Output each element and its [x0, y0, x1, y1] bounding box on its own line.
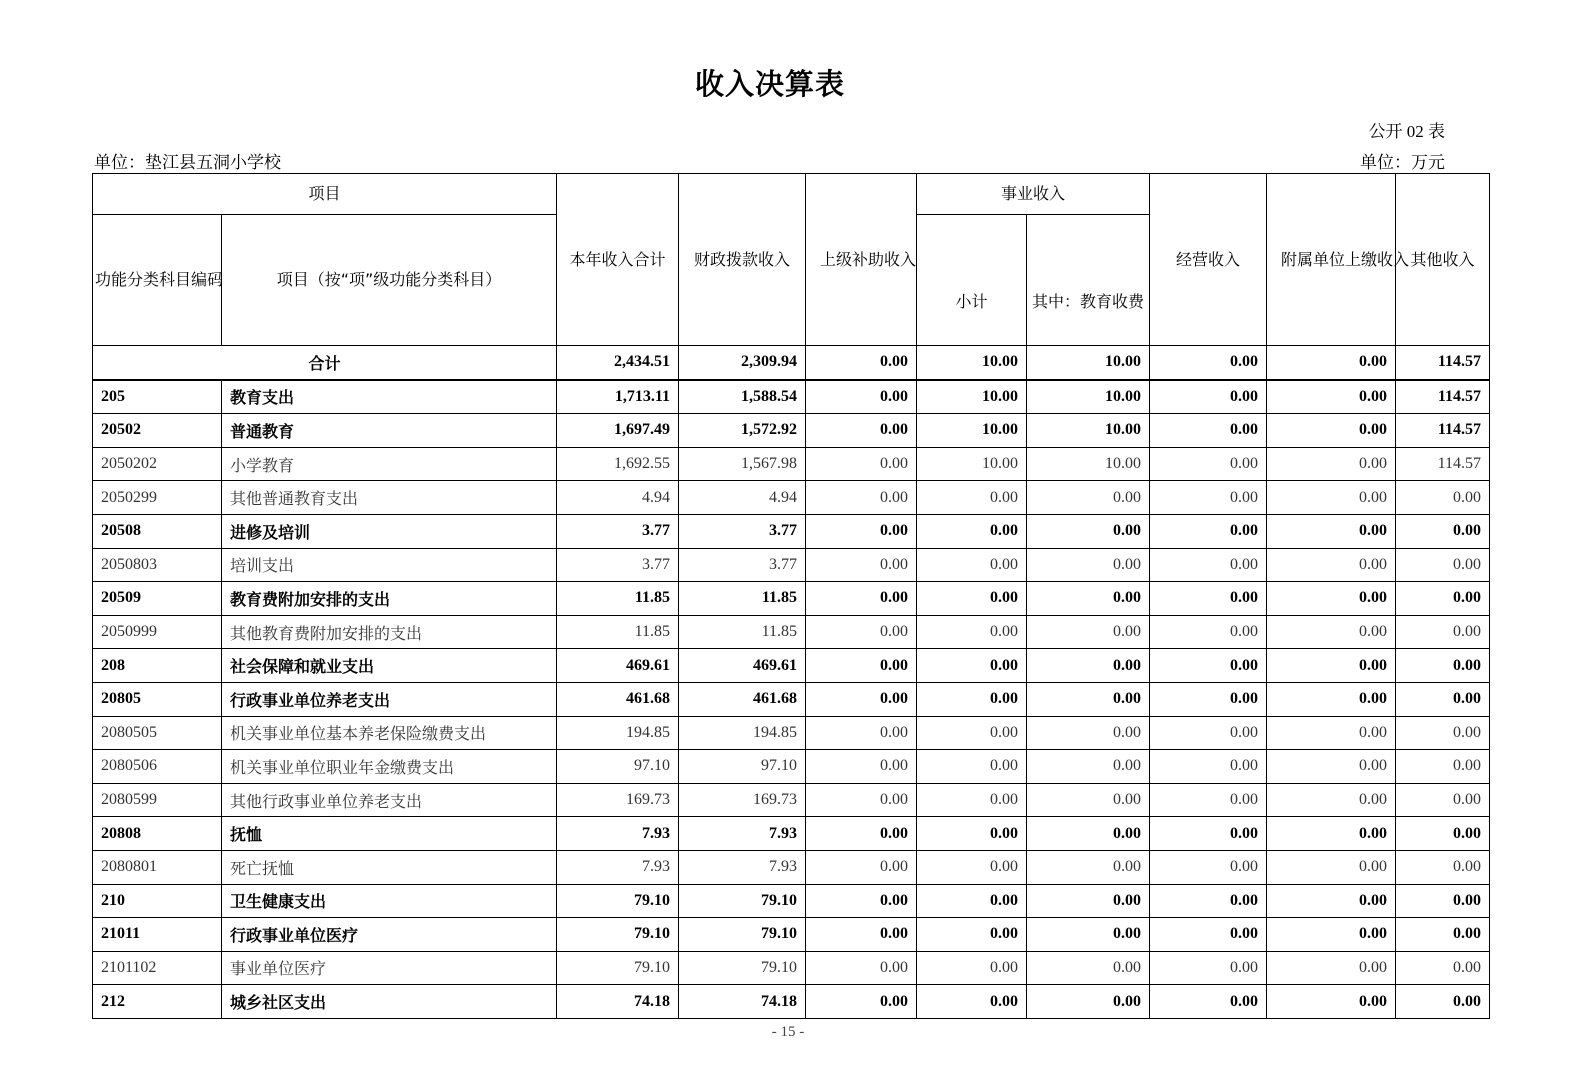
- row-name: 行政事业单位医疗: [222, 918, 557, 952]
- row-name: 卫生健康支出: [222, 884, 557, 918]
- row-value: 0.00: [1027, 817, 1150, 851]
- table-row: [93, 817, 1490, 851]
- row-value: 10.00: [917, 414, 1027, 448]
- row-value: 1,692.55: [557, 447, 679, 481]
- row-name: 教育支出: [222, 380, 557, 414]
- row-value: 0.00: [1396, 850, 1490, 884]
- row-value: 0.00: [1396, 951, 1490, 985]
- row-value: 0.00: [1150, 649, 1267, 683]
- row-value: 0.00: [806, 918, 917, 952]
- row-value: 0.00: [1267, 951, 1396, 985]
- row-value: 0.00: [1150, 985, 1267, 1019]
- row-value: 0.00: [1267, 750, 1396, 784]
- row-value: 0.00: [806, 649, 917, 683]
- row-value: 0.00: [1267, 615, 1396, 649]
- row-value: 0.00: [917, 850, 1027, 884]
- row-name: 社会保障和就业支出: [222, 649, 557, 683]
- row-value: 0.00: [806, 850, 917, 884]
- row-value: 0.00: [806, 582, 917, 616]
- row-value: 0.00: [917, 682, 1027, 716]
- row-value: 0.00: [1396, 884, 1490, 918]
- total-cell: 2,434.51: [557, 346, 679, 380]
- table-row: [93, 582, 1490, 616]
- header-business: 事业收入: [917, 174, 1150, 215]
- row-name: 城乡社区支出: [222, 985, 557, 1019]
- row-value: 0.00: [1027, 918, 1150, 952]
- row-value: 0.00: [1150, 582, 1267, 616]
- row-value: 0.00: [1150, 514, 1267, 548]
- page-title: 收入决算表: [694, 67, 845, 101]
- table-row: [93, 414, 1490, 448]
- row-code: 2080599: [93, 783, 222, 817]
- row-value: 0.00: [1267, 548, 1396, 582]
- table-row: [93, 682, 1490, 716]
- row-value: 0.00: [1267, 716, 1396, 750]
- row-value: 0.00: [1267, 649, 1396, 683]
- header-affiliated: 附属单位上缴收入: [1267, 174, 1396, 346]
- row-value: 114.57: [1396, 414, 1490, 448]
- table-row: [93, 548, 1490, 582]
- row-code: 20808: [93, 817, 222, 851]
- row-value: 10.00: [917, 447, 1027, 481]
- income-table: [92, 173, 1490, 1019]
- row-value: 74.18: [679, 985, 806, 1019]
- page-number: - 15 -: [771, 1024, 805, 1040]
- table-row: [93, 850, 1490, 884]
- row-value: 0.00: [1267, 414, 1396, 448]
- header-fiscal: 财政拨款收入: [679, 174, 806, 346]
- row-value: 0.00: [917, 481, 1027, 515]
- row-value: 79.10: [557, 884, 679, 918]
- row-value: 0.00: [1150, 414, 1267, 448]
- row-name: 其他普通教育支出: [222, 481, 557, 515]
- row-code: 205: [93, 380, 222, 414]
- row-value: 79.10: [557, 918, 679, 952]
- row-value: 0.00: [1027, 514, 1150, 548]
- table-row: [93, 884, 1490, 918]
- row-code: 2080505: [93, 716, 222, 750]
- row-value: 0.00: [1027, 985, 1150, 1019]
- row-value: 0.00: [806, 548, 917, 582]
- table-row: [93, 649, 1490, 683]
- row-value: 0.00: [1027, 716, 1150, 750]
- header-total: 本年收入合计: [557, 174, 679, 346]
- row-value: 0.00: [1396, 750, 1490, 784]
- currency-unit: 单位：万元: [1360, 153, 1445, 172]
- row-value: 0.00: [917, 615, 1027, 649]
- row-code: 20805: [93, 682, 222, 716]
- table-row: [93, 615, 1490, 649]
- table-row: [93, 750, 1490, 784]
- row-value: 7.93: [679, 817, 806, 851]
- row-value: 11.85: [679, 615, 806, 649]
- row-value: 3.77: [679, 548, 806, 582]
- row-value: 0.00: [806, 783, 917, 817]
- table-row: [93, 481, 1490, 515]
- row-value: 0.00: [1396, 783, 1490, 817]
- row-value: 0.00: [917, 951, 1027, 985]
- row-value: 0.00: [1027, 951, 1150, 985]
- row-name: 抚恤: [222, 817, 557, 851]
- header-edu-fee: 其中：教育收费: [1027, 215, 1150, 346]
- table-row: [93, 514, 1490, 548]
- row-value: 0.00: [1396, 682, 1490, 716]
- row-value: 194.85: [679, 716, 806, 750]
- row-code: 208: [93, 649, 222, 683]
- row-value: 0.00: [1150, 481, 1267, 515]
- row-code: 2050999: [93, 615, 222, 649]
- row-value: 79.10: [679, 884, 806, 918]
- row-value: 0.00: [806, 481, 917, 515]
- row-name: 其他行政事业单位养老支出: [222, 783, 557, 817]
- row-value: 0.00: [1396, 649, 1490, 683]
- row-value: 0.00: [1396, 582, 1490, 616]
- row-value: 0.00: [806, 447, 917, 481]
- row-value: 0.00: [917, 750, 1027, 784]
- row-value: 0.00: [917, 817, 1027, 851]
- table-row: [93, 985, 1490, 1019]
- row-name: 培训支出: [222, 548, 557, 582]
- row-name: 死亡抚恤: [222, 850, 557, 884]
- row-value: 0.00: [1027, 750, 1150, 784]
- row-value: 0.00: [1267, 817, 1396, 851]
- row-value: 0.00: [1150, 817, 1267, 851]
- row-value: 0.00: [1396, 615, 1490, 649]
- row-value: 0.00: [917, 716, 1027, 750]
- row-value: 0.00: [1150, 548, 1267, 582]
- row-value: 169.73: [557, 783, 679, 817]
- header-item: 项目: [93, 174, 557, 215]
- row-code: 212: [93, 985, 222, 1019]
- row-value: 0.00: [1150, 850, 1267, 884]
- row-value: 0.00: [1150, 951, 1267, 985]
- row-name: 其他教育费附加安排的支出: [222, 615, 557, 649]
- row-value: 11.85: [679, 582, 806, 616]
- row-value: 1,567.98: [679, 447, 806, 481]
- organization-unit: 单位：垫江县五洞小学校: [94, 153, 281, 172]
- row-value: 10.00: [917, 380, 1027, 414]
- row-value: 0.00: [806, 884, 917, 918]
- row-value: 79.10: [679, 951, 806, 985]
- total-cell: 0.00: [1150, 346, 1267, 380]
- row-value: 0.00: [1027, 582, 1150, 616]
- row-value: 0.00: [806, 750, 917, 784]
- row-value: 7.93: [679, 850, 806, 884]
- row-value: 1,713.11: [557, 380, 679, 414]
- header-operating: 经营收入: [1150, 174, 1267, 346]
- row-value: 0.00: [1267, 447, 1396, 481]
- row-value: 0.00: [1027, 649, 1150, 683]
- row-value: 0.00: [806, 951, 917, 985]
- total-cell: 0.00: [806, 346, 917, 380]
- table-row: [93, 918, 1490, 952]
- row-name: 普通教育: [222, 414, 557, 448]
- total-cell: 114.57: [1396, 346, 1490, 380]
- row-value: 0.00: [1150, 783, 1267, 817]
- row-value: 3.77: [557, 548, 679, 582]
- row-code: 21011: [93, 918, 222, 952]
- row-value: 1,588.54: [679, 380, 806, 414]
- row-code: 2050299: [93, 481, 222, 515]
- row-value: 0.00: [806, 615, 917, 649]
- row-value: 469.61: [557, 649, 679, 683]
- row-value: 0.00: [1396, 817, 1490, 851]
- total-label: 合计: [93, 346, 557, 380]
- row-value: 0.00: [1396, 918, 1490, 952]
- form-number: 公开 02 表: [1368, 122, 1445, 141]
- row-value: 0.00: [1267, 481, 1396, 515]
- row-value: 0.00: [1027, 682, 1150, 716]
- row-value: 0.00: [1396, 716, 1490, 750]
- row-value: 0.00: [1150, 716, 1267, 750]
- row-value: 0.00: [1150, 750, 1267, 784]
- row-value: 0.00: [1150, 918, 1267, 952]
- row-value: 0.00: [1027, 481, 1150, 515]
- row-value: 0.00: [1396, 548, 1490, 582]
- header-code: 功能分类科目编码: [93, 215, 222, 346]
- row-value: 4.94: [679, 481, 806, 515]
- row-value: 169.73: [679, 783, 806, 817]
- total-cell: 0.00: [1267, 346, 1396, 380]
- total-cell: 2,309.94: [679, 346, 806, 380]
- row-code: 2050202: [93, 447, 222, 481]
- row-code: 20508: [93, 514, 222, 548]
- header-subtotal: 小计: [917, 215, 1027, 346]
- row-name: 机关事业单位基本养老保险缴费支出: [222, 716, 557, 750]
- row-value: 79.10: [557, 951, 679, 985]
- row-value: 0.00: [917, 514, 1027, 548]
- row-value: 3.77: [557, 514, 679, 548]
- row-value: 0.00: [1027, 548, 1150, 582]
- row-value: 0.00: [806, 985, 917, 1019]
- row-value: 0.00: [917, 582, 1027, 616]
- row-value: 0.00: [917, 884, 1027, 918]
- row-value: 0.00: [1267, 514, 1396, 548]
- row-value: 0.00: [1267, 985, 1396, 1019]
- row-value: 0.00: [1267, 582, 1396, 616]
- row-value: 11.85: [557, 582, 679, 616]
- row-value: 0.00: [1027, 615, 1150, 649]
- row-value: 194.85: [557, 716, 679, 750]
- row-code: 2050803: [93, 548, 222, 582]
- row-code: 2080801: [93, 850, 222, 884]
- row-value: 0.00: [806, 414, 917, 448]
- row-value: 0.00: [1267, 850, 1396, 884]
- row-value: 0.00: [1267, 918, 1396, 952]
- row-value: 1,572.92: [679, 414, 806, 448]
- row-value: 0.00: [806, 817, 917, 851]
- row-code: 2080506: [93, 750, 222, 784]
- table-row: [93, 951, 1490, 985]
- row-code: 20509: [93, 582, 222, 616]
- row-value: 0.00: [1150, 682, 1267, 716]
- row-value: 0.00: [1267, 783, 1396, 817]
- row-value: 1,697.49: [557, 414, 679, 448]
- row-value: 469.61: [679, 649, 806, 683]
- row-value: 0.00: [1267, 682, 1396, 716]
- row-value: 10.00: [1027, 447, 1150, 481]
- row-value: 11.85: [557, 615, 679, 649]
- row-value: 97.10: [557, 750, 679, 784]
- row-code: 210: [93, 884, 222, 918]
- row-name: 事业单位医疗: [222, 951, 557, 985]
- total-row: [93, 346, 1490, 380]
- row-name: 行政事业单位养老支出: [222, 682, 557, 716]
- row-value: 0.00: [917, 649, 1027, 683]
- row-value: 0.00: [1027, 783, 1150, 817]
- row-value: 0.00: [1150, 380, 1267, 414]
- row-value: 461.68: [679, 682, 806, 716]
- row-name: 进修及培训: [222, 514, 557, 548]
- table-row: [93, 447, 1490, 481]
- row-code: 20502: [93, 414, 222, 448]
- row-value: 0.00: [1267, 884, 1396, 918]
- row-value: 0.00: [1396, 481, 1490, 515]
- row-value: 10.00: [1027, 380, 1150, 414]
- row-value: 0.00: [806, 682, 917, 716]
- header-subsidy: 上级补助收入: [806, 174, 917, 346]
- row-value: 0.00: [917, 783, 1027, 817]
- table-row: [93, 783, 1490, 817]
- row-value: 0.00: [1150, 447, 1267, 481]
- row-value: 0.00: [1267, 380, 1396, 414]
- row-value: 0.00: [1027, 850, 1150, 884]
- row-value: 0.00: [806, 380, 917, 414]
- table-row: [93, 380, 1490, 414]
- row-value: 79.10: [679, 918, 806, 952]
- row-value: 7.93: [557, 817, 679, 851]
- row-value: 0.00: [917, 918, 1027, 952]
- total-cell: 10.00: [917, 346, 1027, 380]
- row-value: 0.00: [917, 985, 1027, 1019]
- row-name: 机关事业单位职业年金缴费支出: [222, 750, 557, 784]
- row-value: 0.00: [806, 514, 917, 548]
- row-value: 0.00: [806, 716, 917, 750]
- row-value: 0.00: [1150, 884, 1267, 918]
- row-value: 0.00: [1027, 884, 1150, 918]
- row-value: 3.77: [679, 514, 806, 548]
- row-value: 4.94: [557, 481, 679, 515]
- row-value: 74.18: [557, 985, 679, 1019]
- row-value: 0.00: [1396, 514, 1490, 548]
- row-value: 461.68: [557, 682, 679, 716]
- row-value: 0.00: [1150, 615, 1267, 649]
- row-value: 7.93: [557, 850, 679, 884]
- row-value: 0.00: [917, 548, 1027, 582]
- row-value: 114.57: [1396, 380, 1490, 414]
- header-other: 其他收入: [1396, 174, 1490, 346]
- row-value: 0.00: [1396, 985, 1490, 1019]
- table-row: [93, 716, 1490, 750]
- row-value: 97.10: [679, 750, 806, 784]
- row-value: 114.57: [1396, 447, 1490, 481]
- row-code: 2101102: [93, 951, 222, 985]
- header-name: 项目（按“项”级功能分类科目）: [222, 215, 557, 346]
- total-cell: 10.00: [1027, 346, 1150, 380]
- row-name: 小学教育: [222, 447, 557, 481]
- row-name: 教育费附加安排的支出: [222, 582, 557, 616]
- row-value: 10.00: [1027, 414, 1150, 448]
